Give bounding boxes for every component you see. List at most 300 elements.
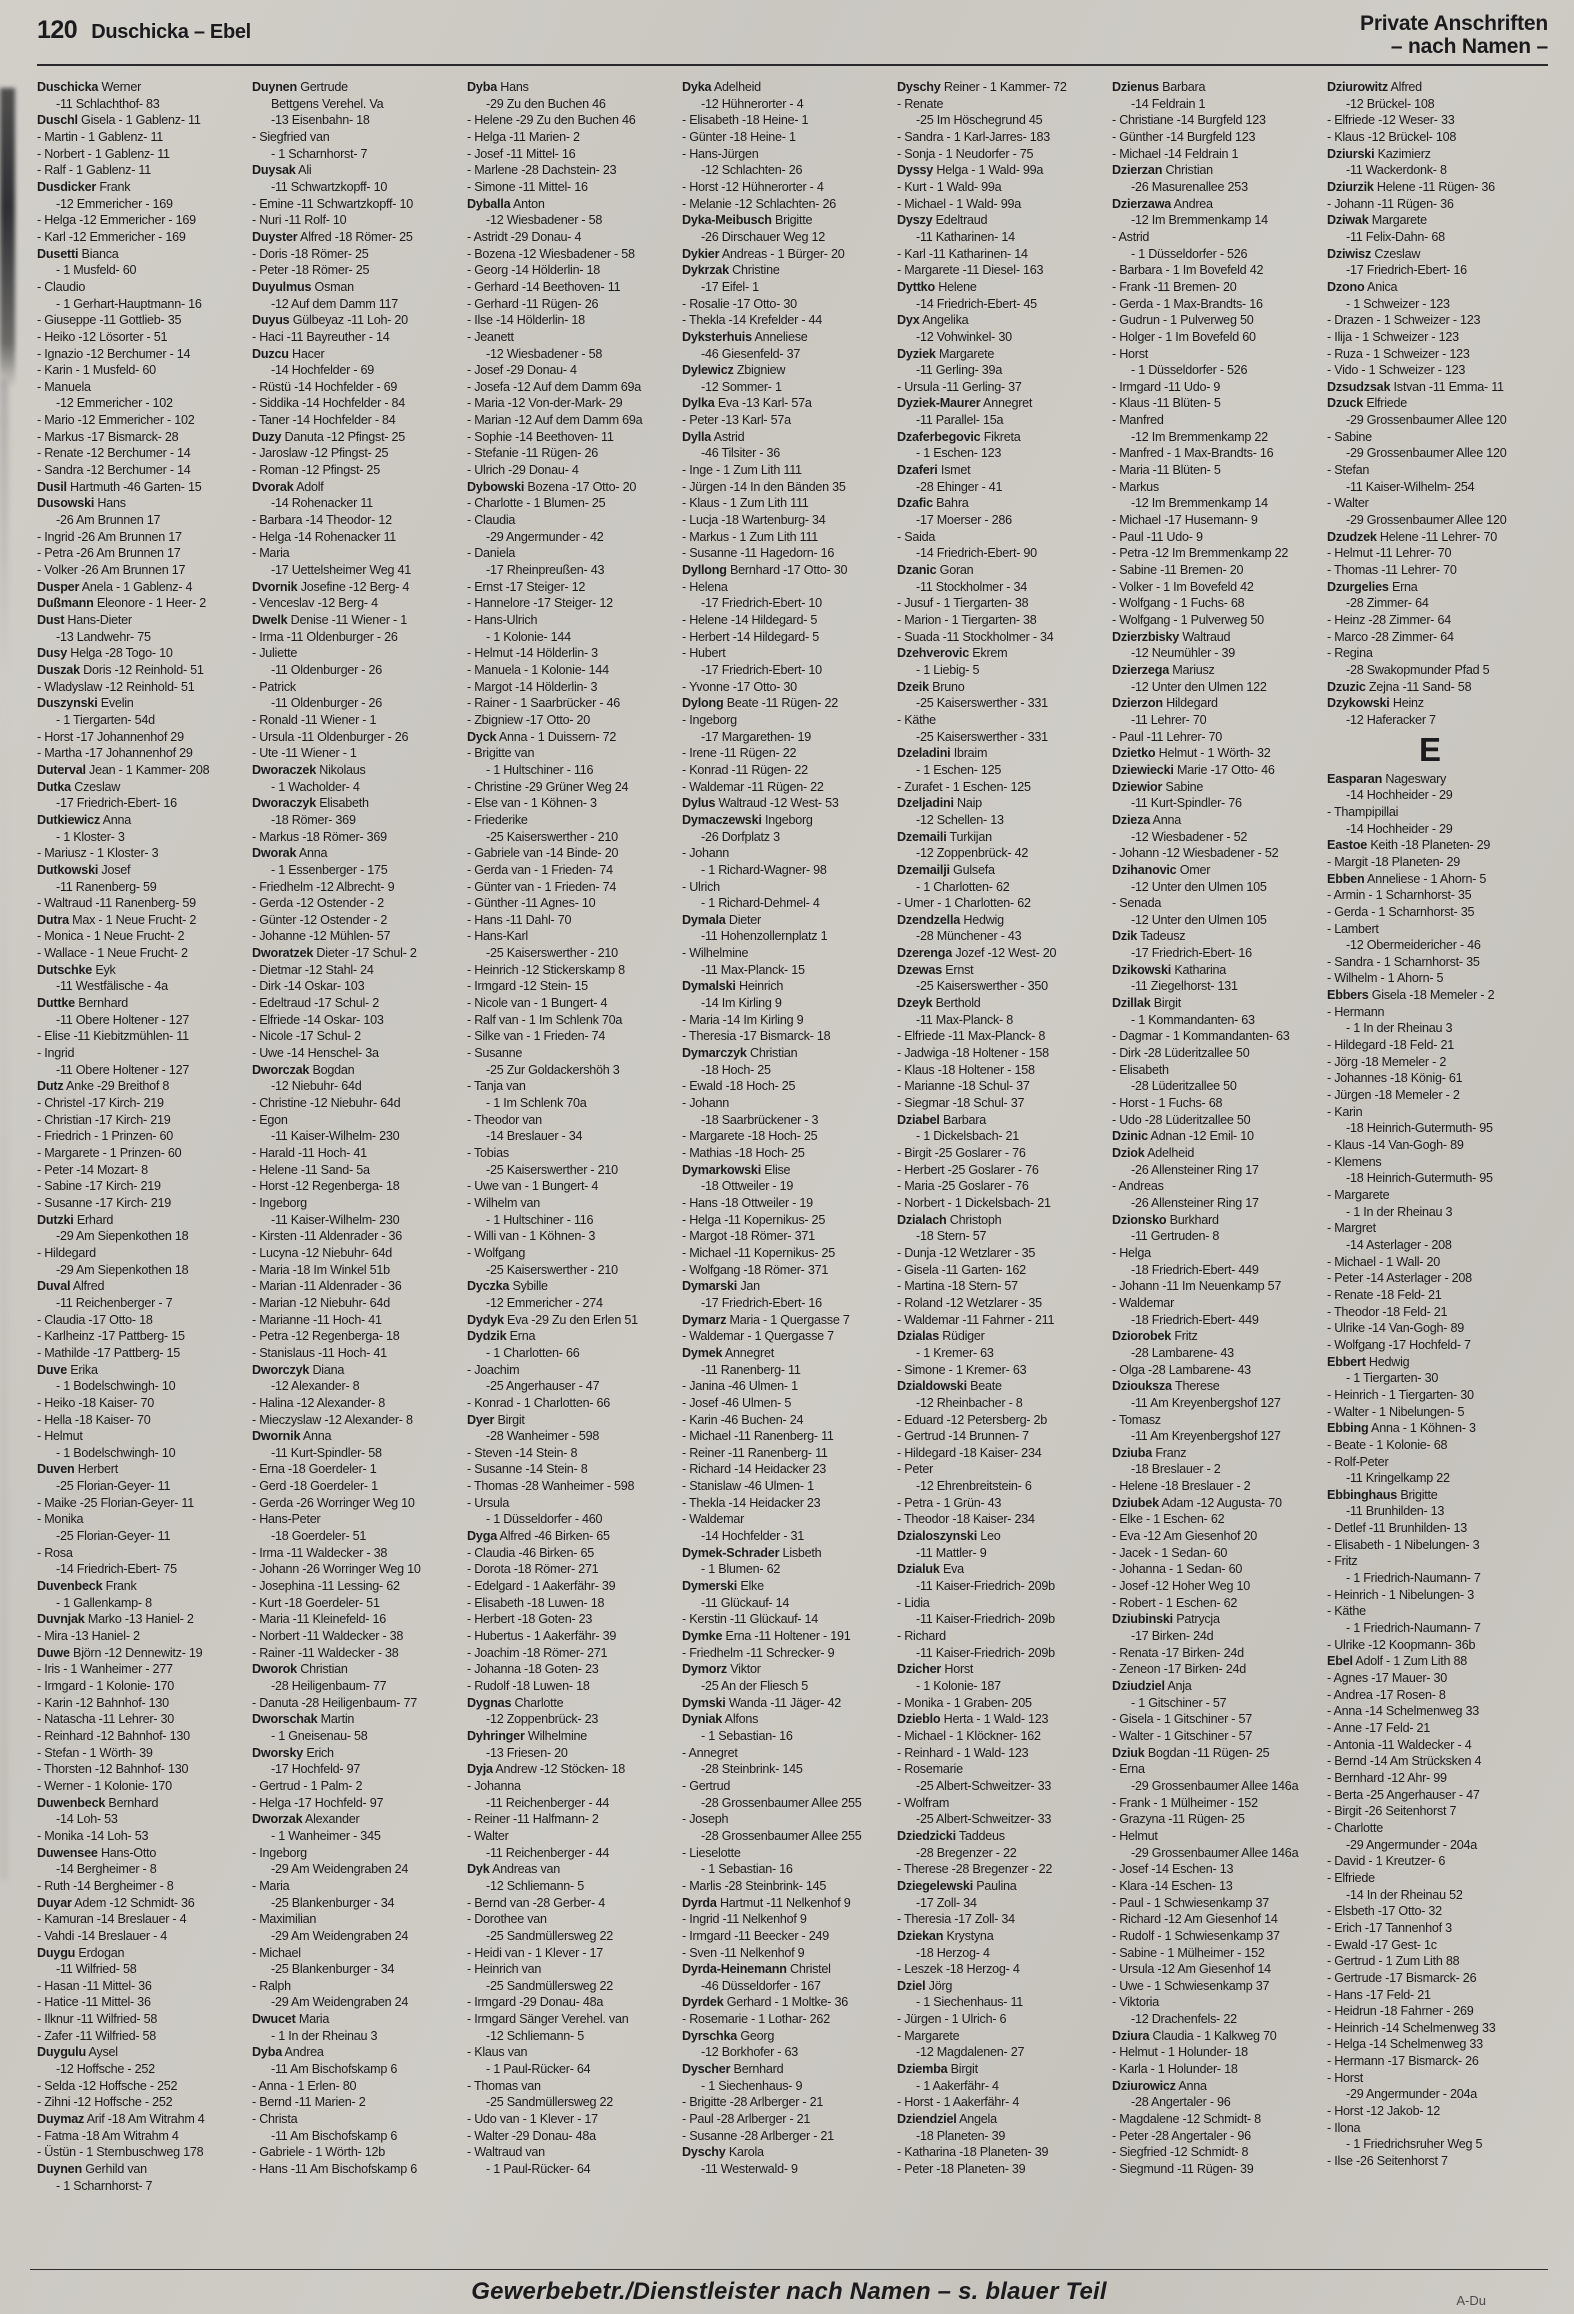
directory-line: - 1 Richard-Wagner- 98	[701, 862, 827, 877]
directory-line: -17 Rheinpreußen- 43	[486, 563, 605, 578]
directory-line: - Regina	[1327, 646, 1373, 661]
directory-line: -26 Allensteiner Ring 17	[1131, 1195, 1259, 1210]
directory-line: -25 An der Fliesch 5	[701, 1679, 809, 1693]
directory-line: - Christiane -14 Burgfeld 123	[1112, 113, 1266, 128]
directory-line: - Thampipillai	[1327, 804, 1399, 819]
directory-line: Dyschy Karola	[682, 2145, 764, 2160]
directory-line: - Robert - 1 Eschen- 62	[1112, 1595, 1238, 1610]
directory-line: - Helga -14 Schelmenweg 33	[1327, 2037, 1483, 2052]
directory-line: -12 Auf dem Damm 117	[271, 296, 399, 311]
directory-line: - Petra -12 Regenberga- 18	[252, 1329, 400, 1344]
directory-line: -29 Grossenbaumer Allee 120	[1346, 413, 1507, 428]
directory-line: - Thekla -14 Heidacker 23	[682, 1495, 821, 1510]
directory-line: Dymski Wanda -11 Jäger- 42	[682, 1695, 842, 1710]
directory-column-6	[1112, 79, 1318, 2194]
directory-line: -18 Breslauer - 2	[1131, 1462, 1221, 1477]
directory-line: - Astridt -29 Donau- 4	[467, 229, 582, 244]
directory-line: - Dietmar -12 Stahl- 24	[252, 962, 374, 977]
directory-line: - Hasan -11 Mittel- 36	[37, 1978, 152, 1993]
directory-line: - Sabine -11 Bremen- 20	[1112, 563, 1244, 578]
directory-line: - Therese -28 Bregenzer - 22	[897, 1862, 1053, 1877]
directory-line: - 1 Wanheimer - 345	[271, 1828, 381, 1843]
directory-line: - Marian -11 Aldenrader - 36	[252, 1279, 402, 1294]
directory-line: - 1 Tiergarten- 54d	[56, 712, 155, 727]
directory-line: Duzy Danuta -12 Pfingst- 25	[252, 429, 406, 444]
directory-line: -11 Parallel- 15a	[916, 413, 1004, 428]
directory-line: -12 Unter den Ulmen 105	[1131, 912, 1267, 927]
directory-line: - Peter -13 Karl- 57a	[682, 413, 791, 428]
directory-line: - Kirsten -11 Aldenrader - 36	[252, 1229, 403, 1244]
directory-line: - Helene -11 Sand- 5a	[252, 1162, 370, 1177]
directory-line: - Gertrud	[682, 1778, 731, 1793]
directory-line: -11 Gertruden- 8	[1131, 1229, 1220, 1244]
directory-line: Dziwak Margarete	[1327, 213, 1427, 228]
directory-line: - Emine -11 Schwartzkopff- 10	[252, 196, 413, 211]
directory-line: - Josefa -12 Auf dem Damm 69a	[467, 379, 642, 394]
directory-line: Dzietko Helmut - 1 Wörth- 32	[1112, 746, 1271, 761]
directory-line: Dzeyk Berthold	[897, 996, 981, 1011]
directory-line: - Ute -11 Wiener - 1	[252, 746, 357, 761]
directory-line: Dworczak Bogdan	[252, 1062, 355, 1077]
directory-line: Dzieblo Herta - 1 Wald- 123	[897, 1712, 1049, 1727]
directory-line: -28 Grossenbaumer Allee 255	[701, 1828, 862, 1843]
directory-line: Dusy Helga -28 Togo- 10	[37, 646, 173, 661]
directory-line: Dzemaili Turkijan	[897, 829, 992, 844]
directory-line: - Andreas	[1112, 1179, 1164, 1194]
directory-line: Dzurgelies Erna	[1327, 579, 1418, 594]
directory-line: - Birgit -25 Goslarer - 76	[897, 1146, 1026, 1160]
directory-line: - Iris - 1 Wanheimer - 277	[37, 1662, 173, 1677]
directory-line: - Maria -18 Im Winkel 51b	[252, 1262, 390, 1277]
directory-line: - Irmgard - 1 Kolonie- 170	[37, 1679, 174, 1693]
directory-line: - Johann	[682, 1096, 730, 1111]
directory-line: - Gisela - 1 Gitschiner - 57	[1112, 1712, 1252, 1727]
directory-line: - Wolfram	[897, 1795, 950, 1810]
header-right-line2: – nach Namen –	[1390, 35, 1548, 58]
directory-line: -14 Rohenacker 11	[271, 496, 373, 511]
directory-line: Dzeljadini Naip	[897, 796, 982, 811]
directory-line: - Ewald -17 Gest- 1c	[1327, 1937, 1437, 1952]
directory-line: - Magdalene -12 Schmidt- 8	[1112, 2112, 1261, 2127]
directory-line: - Irma -11 Oldenburger - 26	[252, 629, 398, 644]
directory-line: -28 Swakopmunder Pfad 5	[1346, 662, 1490, 677]
directory-line: - Rainer - 1 Saarbrücker - 46	[467, 696, 621, 711]
directory-line: -28 Steinbrink- 145	[701, 1762, 803, 1777]
directory-line: - Else van - 1 Köhnen- 3	[467, 796, 597, 811]
directory-line: - 1 Friedrich-Naumann- 7	[1346, 1621, 1481, 1636]
directory-line: Dzialdowski Beate	[897, 1379, 1002, 1394]
directory-line: - 1 Siechenhaus- 9	[701, 2078, 803, 2093]
directory-line: -12 Alexander- 8	[271, 1379, 360, 1394]
directory-line: - Klaus van	[467, 2045, 528, 2060]
directory-line: - Kamuran -14 Breslauer - 4	[37, 1912, 187, 1927]
directory-line: -11 Wackerdonk- 8	[1346, 163, 1447, 178]
directory-line: Duvnjak Marko -13 Haniel- 2	[37, 1612, 194, 1627]
header-right	[1360, 12, 1548, 58]
directory-line: - Anna - 1 Erlen- 80	[252, 2078, 357, 2093]
directory-line: - Johanne -12 Mühlen- 57	[252, 929, 391, 944]
directory-line: - Ursula -11 Gerling- 37	[897, 379, 1022, 394]
directory-line: - Wilhelm - 1 Ahorn- 5	[1327, 971, 1444, 986]
directory-line: - Paul - 1 Schwiesenkamp 37	[1112, 1895, 1270, 1910]
directory-line: -12 Unter den Ulmen 105	[1131, 879, 1267, 894]
directory-line: - Wilhelm van	[467, 1195, 541, 1210]
directory-line: -17 Friedrich-Ebert- 16	[701, 1295, 822, 1310]
directory-line: - Monika -14 Loh- 53	[37, 1828, 149, 1843]
directory-line: - 1 Bodelschwingh- 10	[56, 1379, 176, 1394]
directory-line: -14 Hochfelder - 31	[701, 1529, 805, 1544]
directory-line: Duwenbeck Bernhard	[37, 1795, 159, 1810]
directory-line: - Richard	[897, 1629, 946, 1644]
directory-line: -18 Goerdeler- 51	[271, 1529, 367, 1544]
directory-line: - Paul -11 Lehrer- 70	[1112, 729, 1223, 744]
directory-line: - Rüstü -14 Hochfelder - 69	[252, 379, 398, 394]
directory-line: - Maria -25 Goslarer - 76	[897, 1179, 1029, 1194]
directory-line: - Mariusz - 1 Kloster- 3	[37, 846, 159, 861]
directory-line: - Stanislaus -11 Hoch- 41	[252, 1345, 387, 1360]
directory-line: - Margarete	[1327, 1188, 1390, 1202]
directory-line: - Mathilde -17 Pattberg- 15	[37, 1345, 181, 1360]
directory-line: Dyja Andrew -12 Stöcken- 18	[467, 1762, 625, 1777]
directory-line: - Günter van - 1 Frieden- 74	[467, 879, 617, 894]
directory-line: -18 Hoch- 25	[701, 1062, 771, 1077]
directory-line: - Elfriede	[1327, 1870, 1375, 1885]
directory-line: - Manfred	[1112, 413, 1164, 428]
directory-line: - Jürgen -18 Memeler - 2	[1327, 1088, 1460, 1103]
directory-line: - Helene -14 Hildegard- 5	[682, 613, 818, 627]
directory-line: Dvorak Adolf	[252, 479, 324, 494]
directory-line: -25 Albert-Schweitzer- 33	[916, 1812, 1052, 1827]
directory-line: -13 Eisenbahn- 18	[271, 113, 370, 128]
directory-line: - Josef -11 Mittel- 16	[467, 146, 576, 161]
directory-line: Dzierzan Christian	[1112, 163, 1213, 178]
directory-line: - Sonja - 1 Neudorfer - 75	[897, 146, 1034, 161]
directory-line: -11 Max-Planck- 15	[701, 962, 805, 977]
directory-line: - Ulrike -14 Van-Gogh- 89	[1327, 1321, 1465, 1336]
directory-line: Dymarz Maria - 1 Quergasse 7	[682, 1312, 850, 1327]
directory-line: - 1 Scharnhorst- 7	[271, 146, 368, 161]
directory-line: - Friedrich - 1 Prinzen- 60	[37, 1129, 174, 1144]
directory-line: - Klemens	[1327, 1154, 1382, 1169]
directory-line: - Paul -11 Udo- 9	[1112, 529, 1203, 544]
scan-artifact	[0, 88, 15, 388]
directory-line: - Umer - 1 Charlotten- 62	[897, 896, 1031, 911]
directory-line: - Wladyslaw -12 Reinhold- 51	[37, 679, 195, 694]
directory-line: -14 Friedrich-Ebert- 45	[916, 296, 1037, 311]
directory-line: - Stefan - 1 Wörth- 39	[37, 1745, 153, 1760]
directory-line: Dußmann Eleonore - 1 Heer- 2	[37, 596, 207, 611]
page-header	[37, 12, 1548, 66]
directory-line: - Tanja van	[467, 1079, 526, 1094]
directory-line: - Peter	[897, 1462, 934, 1477]
directory-line: - Thomas van	[467, 2078, 541, 2093]
directory-line: - Elsbeth -17 Otto- 32	[1327, 1904, 1442, 1919]
directory-line: Duymaz Arif -18 Am Witrahm 4	[37, 2112, 205, 2127]
directory-line: Dymaczewski Ingeborg	[682, 812, 813, 827]
directory-line: - Ilse -14 Hölderlin- 18	[467, 313, 585, 328]
directory-line: -25 Sandmüllersweg 22	[486, 1978, 614, 1993]
directory-line: -25 Florian-Geyer- 11	[56, 1479, 171, 1494]
directory-line: Dzuck Elfriede	[1327, 396, 1408, 411]
directory-line: -12 Schliemann- 5	[486, 2028, 584, 2043]
directory-line: - Michael -14 Feldrain 1	[1112, 146, 1239, 161]
directory-line: - Margit -18 Planeten- 29	[1327, 854, 1461, 869]
directory-line: Dzeik Bruno	[897, 679, 965, 694]
directory-line: - Heinrich -14 Schelmenweg 33	[1327, 2020, 1496, 2035]
directory-line: - Ruth -14 Bergheimer - 8	[37, 1878, 174, 1893]
directory-line: -12 Zoppenbrück- 42	[916, 846, 1029, 861]
directory-line: -25 Blankenburger - 34	[271, 1962, 395, 1977]
directory-line: -18 Stern- 57	[916, 1229, 987, 1244]
directory-line: Dyga Alfred -46 Birken- 65	[467, 1529, 610, 1544]
directory-line: - Michael -11 Ranenberg- 11	[682, 1429, 834, 1444]
directory-line: -14 In der Rheinau 52	[1346, 1887, 1463, 1902]
directory-line: - Bernhard -12 Ahr- 99	[1327, 1770, 1447, 1785]
directory-line: -29 Am Weidengraben 24	[271, 1862, 409, 1877]
directory-line: - Monika	[37, 1512, 84, 1527]
directory-line: Dylla Astrid	[682, 429, 745, 444]
directory-line: - Werner - 1 Kolonie- 170	[37, 1778, 172, 1793]
directory-line: - Hans-Jürgen	[682, 146, 759, 161]
directory-line: - Elfriede -12 Weser- 33	[1327, 113, 1455, 128]
directory-line: Dzienus Barbara	[1112, 80, 1206, 94]
directory-line: - Taner -14 Hochfelder - 84	[252, 413, 396, 428]
directory-line: - Mira -13 Haniel- 2	[37, 1629, 140, 1644]
footer-section-tab: A-Du	[1456, 2293, 1486, 2308]
directory-line: - Thekla -14 Krefelder - 44	[682, 313, 823, 328]
directory-line: Dyer Birgit	[467, 1412, 525, 1427]
directory-line: Dutz Anke -29 Breithof 8	[37, 1079, 170, 1094]
directory-line: -26 Dorfplatz 3	[701, 829, 780, 844]
directory-line: - Ronald -11 Wiener - 1	[252, 712, 377, 727]
directory-line: - 1 Düsseldorfer - 526	[1131, 363, 1248, 378]
directory-line: - Gertrud - 1 Palm- 2	[252, 1778, 363, 1793]
directory-line: -14 Hochheider - 29	[1346, 788, 1453, 803]
directory-line: -17 Moerser - 286	[916, 513, 1012, 528]
directory-line: - Lambert	[1327, 921, 1379, 936]
directory-line: Bettgens Verehel. Va	[271, 96, 384, 111]
directory-line: Dworaczek Nikolaus	[252, 762, 366, 777]
directory-line: - Klaus -18 Holtener - 158	[897, 1062, 1035, 1077]
directory-line: Dzanic Goran	[897, 563, 974, 578]
directory-line: -29 Angermunder - 204a	[1346, 2087, 1478, 2102]
directory-line: Dzillak Birgit	[1112, 996, 1181, 1011]
directory-line: - Christel -17 Kirch- 219	[37, 1096, 164, 1111]
directory-line: Duygu Erdogan	[37, 1945, 125, 1960]
directory-line: - Reiner -11 Halfmann- 2	[467, 1812, 599, 1827]
directory-line: - Vido - 1 Schweizer - 123	[1327, 363, 1466, 378]
directory-line: Dzialuk Eva	[897, 1562, 964, 1577]
directory-line: - Hans -11 Dahl- 70	[467, 912, 572, 927]
directory-line: - Anna -14 Schelmenweg 33	[1327, 1704, 1479, 1719]
directory-line: - Susanne -14 Stein- 8	[467, 1462, 588, 1477]
directory-line: -14 Hochfelder - 69	[271, 363, 375, 378]
directory-line: - Nicole -17 Schul- 2	[252, 1029, 361, 1044]
directory-line: - Hildegard -18 Kaiser- 234	[897, 1445, 1042, 1460]
directory-line: - Sandra - 1 Karl-Jarres- 183	[897, 129, 1051, 144]
directory-line: - Dagmar - 1 Kommandanten- 63	[1112, 1029, 1290, 1044]
directory-line: Dzioukszа Therese	[1112, 1379, 1220, 1394]
directory-line: Duttke Bernhard	[37, 996, 129, 1011]
directory-line: -12 Im Bremmenkamp 22	[1131, 429, 1268, 444]
directory-line: -25 Florian-Geyer- 11	[56, 1529, 171, 1544]
directory-line: - Elisabeth -18 Heine- 1	[682, 113, 809, 128]
directory-line: - Heiko -18 Kaiser- 70	[37, 1395, 154, 1410]
directory-line: -12 Wiesbadener - 52	[1131, 829, 1248, 844]
directory-line: -11 Schlachthof- 83	[56, 96, 160, 111]
directory-line: Duzcu Hacer	[252, 346, 325, 361]
directory-line: - Ralph	[252, 1978, 291, 1993]
directory-line: - 1 Gitschiner - 57	[1131, 1695, 1227, 1710]
directory-line: -12 Borkhofer - 63	[701, 2045, 799, 2060]
directory-line: -11 Ranenberg- 59	[56, 879, 157, 894]
directory-line: - Martha -17 Johannenhof 29	[37, 746, 193, 761]
directory-line: Dykrzak Christine	[682, 263, 780, 278]
directory-line: - Heiko -12 Lösorter - 51	[37, 329, 168, 344]
directory-line: - Thorsten -12 Bahnhof- 130	[37, 1762, 189, 1777]
directory-line: - Marlis -28 Steinbrink- 145	[682, 1878, 827, 1893]
directory-line: - Erna	[1112, 1762, 1145, 1777]
directory-line: - Johann -26 Worringer Weg 10	[252, 1562, 421, 1577]
directory-line: -11 Westfälische - 4a	[56, 979, 168, 994]
directory-line: Dyttko Helene	[897, 279, 977, 294]
directory-line: - Ursula -12 Am Giesenhof 14	[1112, 1962, 1271, 1977]
directory-line: -17 Friedrich-Ebert- 16	[56, 796, 177, 811]
directory-line: Duyulmus Osman	[252, 279, 354, 294]
directory-line: - Helene -18 Breslauer - 2	[1112, 1479, 1251, 1494]
directory-line: - Roland -12 Wetzlarer - 35	[897, 1295, 1042, 1310]
directory-line: - Siegfried -12 Schmidt- 8	[1112, 2145, 1249, 2160]
directory-line: - Ilse -26 Seitenhorst 7	[1327, 2154, 1448, 2169]
directory-line: Dziegelewski Paulina	[897, 1878, 1017, 1893]
directory-line: - Karla - 1 Holunder- 18	[1112, 2062, 1238, 2077]
directory-line: - Lucyna -12 Niebuhr- 64d	[252, 1245, 393, 1260]
directory-line: -11 Brunhilden- 13	[1346, 1504, 1445, 1519]
directory-line: Dyck Anna - 1 Duissern- 72	[467, 729, 617, 744]
directory-line: - Michael -11 Kopernikus- 25	[682, 1245, 836, 1260]
directory-line: - Kerstin -11 Glückauf- 14	[682, 1612, 819, 1627]
directory-line: - Rudolf -18 Luwen- 18	[467, 1679, 590, 1693]
directory-line: - Giuseppe -11 Gottlieb- 35	[37, 313, 182, 328]
directory-line: Dworczyk Diana	[252, 1362, 345, 1377]
directory-line: - Sandra -12 Berchumer - 14	[37, 463, 191, 478]
directory-line: - Markus	[1112, 479, 1159, 494]
directory-line: Dzudzek Helene -11 Lehrer- 70	[1327, 529, 1497, 544]
directory-line: - Margarete -11 Diesel- 163	[897, 263, 1044, 278]
directory-line: -11 Westerwald- 9	[701, 2162, 798, 2177]
directory-line: -11 Kurt-Spindler- 58	[271, 1445, 382, 1460]
directory-line: - Wilhelmine	[682, 946, 749, 961]
directory-line: - Elisabeth - 1 Nibelungen- 3	[1327, 1537, 1480, 1552]
directory-line: - Friederike	[467, 812, 528, 827]
directory-line: -18 Ottweiler - 19	[701, 1179, 794, 1194]
directory-line: -29 Angermunder - 42	[486, 529, 604, 544]
directory-line: - Klaus - 1 Zum Lith 111	[682, 496, 809, 511]
directory-line: Dusetti Bianca	[37, 246, 119, 261]
directory-line: - Peter -14 Asterlager - 208	[1327, 1271, 1472, 1286]
directory-line: -12 Niebuhr- 64d	[271, 1079, 362, 1094]
directory-line: - Rolf-Peter	[1327, 1454, 1389, 1469]
directory-line: - Maria	[252, 546, 290, 561]
directory-line: Dzafic Bahra	[897, 496, 969, 511]
directory-line: - Joseph	[682, 1812, 729, 1827]
directory-line: - Klaus -11 Blüten- 5	[1112, 396, 1221, 411]
directory-line: -11 Am Kreyenbergshof 127	[1131, 1395, 1281, 1410]
directory-line: -11 Ziegelhorst- 131	[1131, 979, 1238, 994]
directory-line: - Horst -12 Regenberga- 18	[252, 1179, 400, 1194]
directory-line: -11 Am Bischofskamp 6	[271, 2128, 398, 2143]
directory-line: Duynen Gertrude	[252, 80, 348, 94]
directory-line: - Heidrun -18 Fahrner - 269	[1327, 2004, 1474, 2019]
directory-line: -12 Vohwinkel- 30	[916, 329, 1012, 344]
directory-line: - Herbert -14 Hildegard- 5	[682, 629, 819, 644]
directory-line: - David - 1 Kreutzer- 6	[1327, 1854, 1446, 1869]
directory-line: -26 Allensteiner Ring 17	[1131, 1162, 1259, 1177]
directory-line: -25 Sandmüllersweg 22	[486, 2095, 614, 2110]
directory-line: -25 Kaiserswerther - 331	[916, 696, 1048, 711]
directory-line: Duwe Björn -12 Dennewitz- 19	[37, 1645, 203, 1660]
directory-line: -11 Lehrer- 70	[1131, 712, 1207, 727]
directory-line: - Georg -14 Hölderlin- 18	[467, 263, 601, 278]
directory-line: - Charlotte - 1 Blumen- 25	[467, 496, 606, 511]
directory-line: - Drazen - 1 Schweizer - 123	[1327, 313, 1481, 328]
directory-line: Dziabel Barbara	[897, 1112, 987, 1127]
directory-line: -18 Herzog- 4	[916, 1945, 990, 1960]
directory-line: - 1 Gallenkamp- 8	[56, 1595, 152, 1610]
directory-line: - Hatice -11 Mittel- 36	[37, 1995, 151, 2010]
directory-line: Dziewiecki Marie -17 Otto- 46	[1112, 762, 1275, 777]
directory-line: -29 Grossenbaumer Allee 120	[1346, 513, 1507, 528]
directory-line: - 1 Charlotten- 66	[486, 1345, 580, 1360]
directory-line: Dzialas Rüdiger	[897, 1329, 985, 1344]
directory-line: - Waltraud -11 Ranenberg- 59	[37, 896, 196, 911]
directory-line: Duvenbeck Frank	[37, 1579, 137, 1594]
directory-line: - Horst	[1327, 2070, 1364, 2085]
directory-line: - Rosa	[37, 1545, 73, 1560]
directory-line: - Gerd -18 Goerdeler- 1	[252, 1479, 378, 1494]
directory-line: -29 Angermunder - 204a	[1346, 1837, 1478, 1852]
directory-line: Dyka-Meibusch Brigitte	[682, 213, 813, 228]
directory-line: - Theodor -18 Kaiser- 234	[897, 1512, 1035, 1527]
directory-line: - Tobias	[467, 1146, 509, 1160]
directory-line: - Joachim	[467, 1362, 520, 1377]
directory-line: Dzierzega Mariusz	[1112, 662, 1215, 677]
directory-line: -11 Felix-Dahn- 68	[1346, 229, 1445, 244]
directory-line: -17 Hochfeld- 97	[271, 1762, 361, 1777]
directory-line: - Fritz	[1327, 1554, 1358, 1569]
directory-line: Dutkowski Josef	[37, 862, 131, 877]
directory-line: Dyrda Hartmut -11 Nelkenhof 9	[682, 1895, 851, 1910]
directory-line: Dzsudzsak Istvan -11 Emma- 11	[1327, 379, 1504, 394]
directory-line: Duval Alfred	[37, 1279, 105, 1294]
directory-line: - Theodor -18 Feld- 21	[1327, 1304, 1448, 1319]
directory-line: - Ilona	[1327, 2120, 1361, 2135]
directory-line: - Walter	[467, 1828, 509, 1843]
directory-line: - Manuela - 1 Kolonie- 144	[467, 662, 609, 677]
directory-column-4	[682, 79, 888, 2194]
directory-line: - 1 Eschen- 123	[916, 446, 1002, 461]
directory-line: -12 Wiesbadener - 58	[486, 346, 603, 361]
directory-line: -11 Stockholmer - 34	[916, 579, 1027, 594]
directory-line: -11 Oldenburger - 26	[271, 662, 382, 677]
directory-line: - Walter -29 Donau- 48a	[467, 2128, 596, 2143]
directory-line: - Dorothee van	[467, 1912, 547, 1927]
directory-line: Dymarkowski Elise	[682, 1162, 791, 1177]
directory-line: Dutschke Eyk	[37, 962, 116, 977]
directory-line: - Hildegard	[37, 1245, 96, 1260]
directory-line: -17 Eifel- 1	[701, 279, 759, 294]
directory-line: -25 Kaiserswerther - 350	[916, 979, 1048, 994]
